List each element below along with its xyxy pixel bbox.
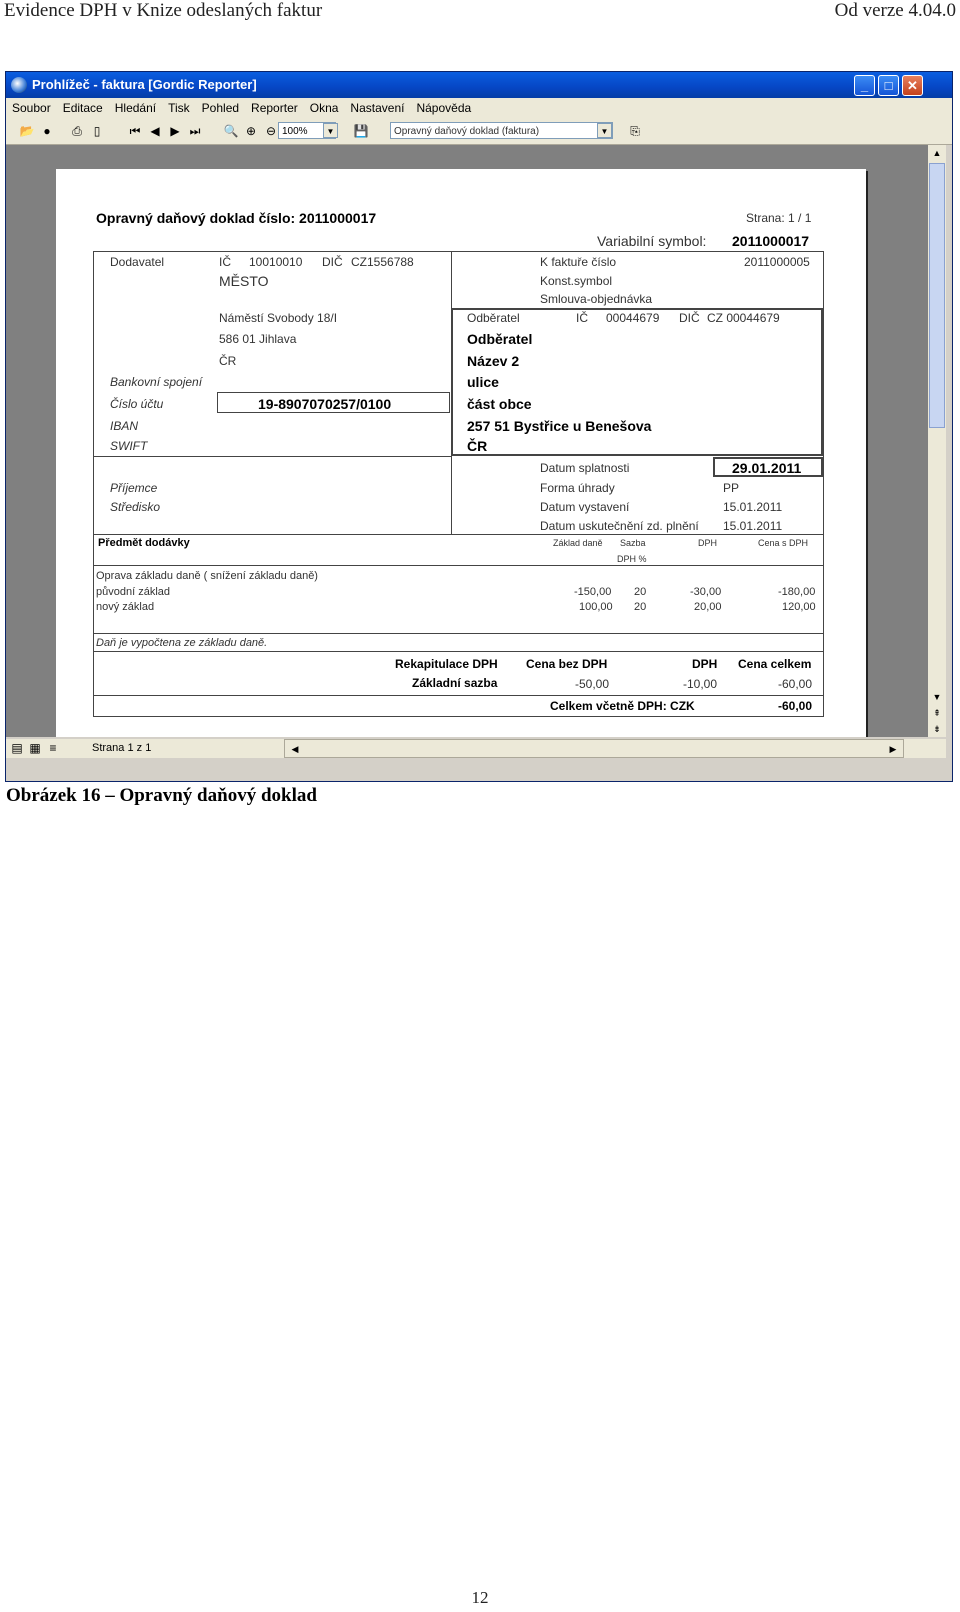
iban-label: IBAN — [110, 419, 139, 433]
customer-label: Odběratel — [467, 311, 520, 325]
items-rule — [93, 534, 824, 535]
page-setup-icon[interactable]: ▯ — [93, 124, 101, 138]
customer-city: 257 51 Bystřice u Benešova — [467, 418, 652, 434]
print-icon[interactable]: ⎙ — [72, 124, 82, 138]
menu-soubor[interactable]: Soubor — [12, 101, 51, 115]
chevron-down-icon[interactable]: ▼ — [323, 123, 338, 138]
due-date-label: Datum splatnosti — [540, 461, 630, 475]
scroll-left-icon[interactable]: ◀ — [291, 744, 299, 754]
section-rule — [93, 456, 451, 457]
recap-vat: -10,00 — [683, 677, 718, 691]
last-page-icon[interactable]: ⏭ — [189, 124, 201, 138]
app-icon — [11, 77, 27, 93]
center-label: Středisko — [110, 500, 161, 514]
save-icon[interactable]: 💾 — [353, 124, 369, 138]
table-row-name: původní základ — [96, 586, 170, 598]
customer-name2: Název 2 — [467, 353, 520, 369]
recap-row-label: Základní sazba — [412, 676, 498, 690]
header-version: Od verze 4.04.0 — [834, 0, 956, 21]
recap-vat-header: DPH — [692, 657, 718, 671]
konst-symbol-label: Konst.symbol — [540, 274, 613, 288]
col-rate: Sazba — [620, 538, 646, 548]
menu-nastaveni[interactable]: Nastavení — [350, 101, 405, 115]
menu-hledani[interactable]: Hledání — [114, 101, 157, 115]
supplier-label: Dodavatel — [110, 255, 165, 269]
grand-total-label: Celkem včetně DPH: CZK — [550, 699, 695, 713]
customer-name: Odběratel — [467, 331, 533, 347]
first-page-icon[interactable]: ⏮ — [129, 124, 141, 138]
chevron-down-icon[interactable]: ▼ — [597, 123, 612, 138]
page-up-icon[interactable]: ⇞ — [933, 708, 941, 718]
zoom-out-icon[interactable]: ⊖ — [265, 124, 277, 138]
maximize-button[interactable]: □ — [878, 75, 899, 96]
items-desc: Oprava základu daně ( snížení základu daně) — [96, 570, 318, 582]
taxable-date: 15.01.2011 — [723, 519, 783, 533]
menu-tisk[interactable]: Tisk — [168, 101, 190, 115]
zoom-select[interactable]: 100% — [278, 122, 336, 139]
menu-pohled[interactable]: Pohled — [201, 101, 240, 115]
customer-ic: 00044679 — [606, 311, 660, 325]
scroll-up-icon[interactable]: ▲ — [932, 148, 942, 158]
order-label: Smlouva-objednávka — [540, 292, 653, 306]
customer-dic-label: DIČ — [679, 311, 700, 325]
export-icon[interactable]: ⎘ — [630, 124, 640, 138]
open-icon[interactable]: 📂 — [19, 124, 35, 138]
recap-title: Rekapitulace DPH — [395, 657, 498, 671]
col-base: Základ daně — [553, 538, 603, 548]
window-title: Prohlížeč - faktura [Gordic Reporter] — [32, 77, 257, 92]
supplier-street: Náměstí Svobody 18/I — [219, 311, 338, 325]
list-icon[interactable]: ≡ — [49, 741, 57, 755]
swift-label: SWIFT — [110, 439, 148, 453]
header-title: Evidence DPH v Knize odeslaných faktur — [4, 0, 323, 21]
prev-page-icon[interactable]: ◀ — [150, 124, 160, 138]
bank-label: Bankovní spojení — [110, 375, 203, 389]
minimize-button[interactable]: _ — [854, 75, 875, 96]
supplier-dic-label: DIČ — [322, 255, 343, 269]
table-row-rate: 20 — [634, 601, 647, 613]
multi-page-icon[interactable]: ▦ — [29, 741, 41, 755]
scroll-right-icon[interactable]: ▶ — [889, 744, 897, 754]
bullet-icon[interactable]: ● — [43, 124, 51, 138]
next-page-icon[interactable]: ▶ — [170, 124, 180, 138]
page-counter: Strana: 1 / 1 — [746, 211, 812, 225]
scroll-down-icon[interactable]: ▼ — [932, 692, 942, 702]
recap-total: -60,00 — [778, 677, 813, 691]
title-bar[interactable] — [6, 72, 952, 98]
supplier-country: ČR — [219, 354, 237, 368]
table-row-vat: 20,00 — [694, 601, 722, 613]
invoice-title: Opravný daňový doklad číslo: 2011000017 — [96, 210, 377, 226]
document-header — [4, 0, 956, 22]
page-status: Strana 1 z 1 — [92, 742, 152, 754]
invoice-ref: 2011000005 — [744, 255, 810, 269]
supplier-ic-label: IČ — [219, 255, 231, 269]
table-row-base: -150,00 — [574, 586, 612, 598]
table-row-name: nový základ — [96, 601, 155, 613]
single-page-icon[interactable]: ▤ — [11, 741, 23, 755]
customer-country: ČR — [467, 438, 488, 454]
subject-label: Předmět dodávky — [98, 537, 190, 549]
table-row-rate: 20 — [634, 586, 647, 598]
menu-editace[interactable]: Editace — [62, 101, 103, 115]
page-number: 12 — [471, 1588, 489, 1607]
zoom-icon[interactable]: 🔍 — [223, 124, 239, 138]
supplier-ic: 10010010 — [249, 255, 303, 269]
horizontal-scrollbar[interactable] — [284, 739, 904, 758]
recap-net: -50,00 — [575, 677, 610, 691]
recap-total-header: Cena celkem — [738, 657, 812, 671]
page-down-icon[interactable]: ⇟ — [933, 724, 941, 734]
table-row-vat: -30,00 — [690, 586, 722, 598]
invoice-ref-label: K faktuře číslo — [540, 255, 617, 269]
payment-form: PP — [723, 481, 740, 495]
report-viewport — [6, 145, 928, 737]
figure-caption: Obrázek 16 – Opravný daňový doklad — [6, 785, 317, 806]
payment-label: Forma úhrady — [540, 481, 615, 495]
reporter-window — [5, 71, 953, 782]
customer-part: část obce — [467, 396, 532, 412]
col-total: Cena s DPH — [758, 538, 809, 548]
supplier-city: 586 01 Jihlava — [219, 332, 297, 346]
items-header-rule — [93, 565, 824, 566]
toolbar — [6, 118, 952, 145]
left-rule — [93, 251, 94, 717]
tax-note: Daň je vypočtena ze základu daně. — [96, 637, 268, 649]
due-date: 29.01.2011 — [732, 460, 802, 476]
table-row-total: 120,00 — [782, 601, 816, 613]
menu-okna[interactable]: Okna — [309, 101, 339, 115]
right-rule — [823, 251, 824, 717]
table-row-base: 100,00 — [579, 601, 613, 613]
account-number: 19-8907070257/0100 — [258, 396, 392, 412]
grand-rule — [93, 695, 824, 696]
supplier-name: MĚSTO — [219, 273, 269, 289]
top-rule — [93, 251, 824, 252]
taxable-label: Datum uskutečnění zd. plnění — [540, 519, 699, 533]
close-button[interactable]: ✕ — [902, 75, 923, 96]
scroll-thumb[interactable] — [929, 163, 945, 428]
customer-ic-label: IČ — [576, 311, 588, 325]
customer-dic: CZ 00044679 — [707, 311, 780, 325]
customer-street: ulice — [467, 374, 499, 390]
bottom-rule — [93, 716, 824, 717]
col-rate-pct: DPH % — [617, 554, 647, 564]
invoice-page — [56, 169, 866, 737]
col-vat: DPH — [698, 538, 718, 548]
menu-reporter[interactable]: Reporter — [251, 101, 298, 115]
report-select[interactable]: Opravný daňový doklad (faktura) — [390, 122, 613, 139]
issued-date: 15.01.2011 — [723, 500, 783, 514]
recipient-label: Příjemce — [110, 481, 158, 495]
var-symbol-label: Variabilní symbol: — [597, 233, 707, 249]
vertical-scrollbar[interactable] — [928, 145, 946, 737]
recap-net-header: Cena bez DPH — [526, 657, 608, 671]
menu-bar — [6, 98, 952, 118]
account-label: Číslo účtu — [110, 397, 164, 411]
menu-napoveda[interactable]: Nápověda — [416, 101, 472, 115]
table-row-total: -180,00 — [778, 586, 816, 598]
recap-rule — [93, 651, 824, 652]
var-symbol: 2011000017 — [732, 233, 810, 249]
note-rule — [93, 633, 824, 634]
grand-total: -60,00 — [778, 699, 813, 713]
zoom-in-icon[interactable]: ⊕ — [245, 124, 257, 138]
supplier-dic: CZ1556788 — [351, 255, 414, 269]
issued-label: Datum vystavení — [540, 500, 630, 514]
